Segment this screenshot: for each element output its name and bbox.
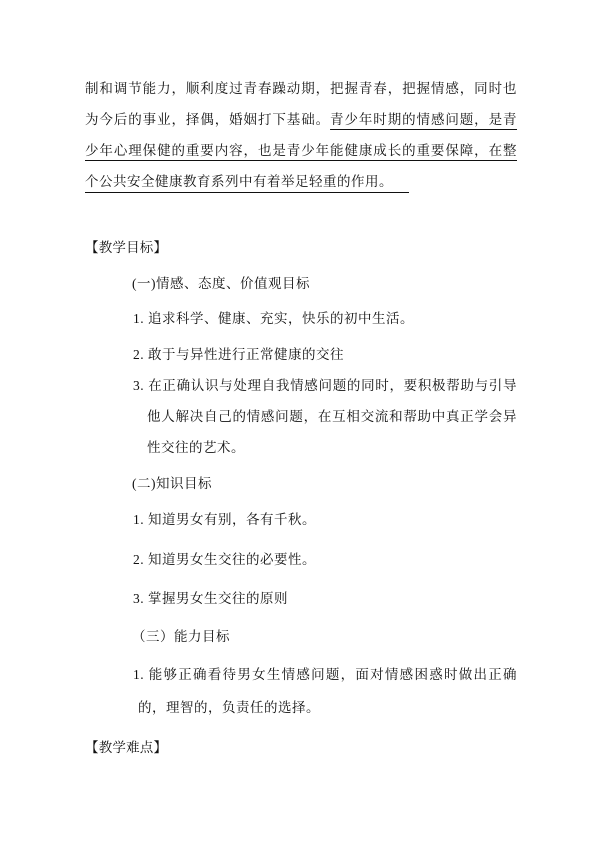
knowledge-item-1: 1. 知道男女有别，各有千秋。 [133, 512, 316, 527]
teaching-difficulties-header: 【教学难点】 [85, 740, 168, 755]
intro-paragraph [85, 73, 517, 197]
affective-item-1: 1. 追求科学、健康、充实，快乐的初中生活。 [133, 311, 414, 326]
affective-item-3-line-3: 性交往的艺术。 [147, 440, 245, 455]
intro-line-2 [85, 104, 517, 135]
affective-item-3-line-2: 他人解决自己的情感问题，在互相交流和帮助中真正学会异 [147, 409, 517, 424]
affective-item-3-line-1: 3. 在正确认识与处理自我情感问题的同时，要积极帮助与引导 [133, 378, 517, 393]
ability-item-1-line-1: 1. 能够正确看待男女生情感问题，面对情感困惑时做出正确 [133, 667, 517, 682]
intro-line-3-underlined: 少年心理保健的重要内容，也是青少年能健康成长的重要保障，在整 [85, 143, 517, 158]
teaching-goals-header: 【教学目标】 [85, 240, 168, 255]
intro-line-4-underlined: 个公共安全健康教育系列中有着举足轻重的作用。 [85, 172, 409, 193]
knowledge-item-3: 3. 掌握男女生交往的原则 [133, 591, 288, 606]
intro-line-2-underlined: 青少年时期的情感问题，是青 [330, 112, 518, 127]
affective-item-2: 2. 敢于与异性进行正常健康的交往 [133, 347, 344, 362]
affective-goals-header: (一)情感、态度、价值观目标 [132, 276, 310, 291]
document-content [85, 0, 517, 763]
intro-line-3 [85, 135, 517, 166]
ability-item-1-line-2: 的，理智的，负责任的选择。 [138, 700, 320, 715]
ability-goals-header: （三）能力目标 [132, 629, 230, 644]
knowledge-goals-header: (二)知识目标 [132, 476, 212, 491]
knowledge-item-2: 2. 知道男女生交往的必要性。 [133, 552, 316, 567]
intro-line-4 [85, 166, 517, 197]
intro-line-2-plain: 为今后的事业，择偶，婚姻打下基础。 [85, 112, 331, 127]
intro-line-1: 制和调节能力，顺利度过青春躁动期，把握青春，把握情感，同时也 [85, 81, 517, 96]
